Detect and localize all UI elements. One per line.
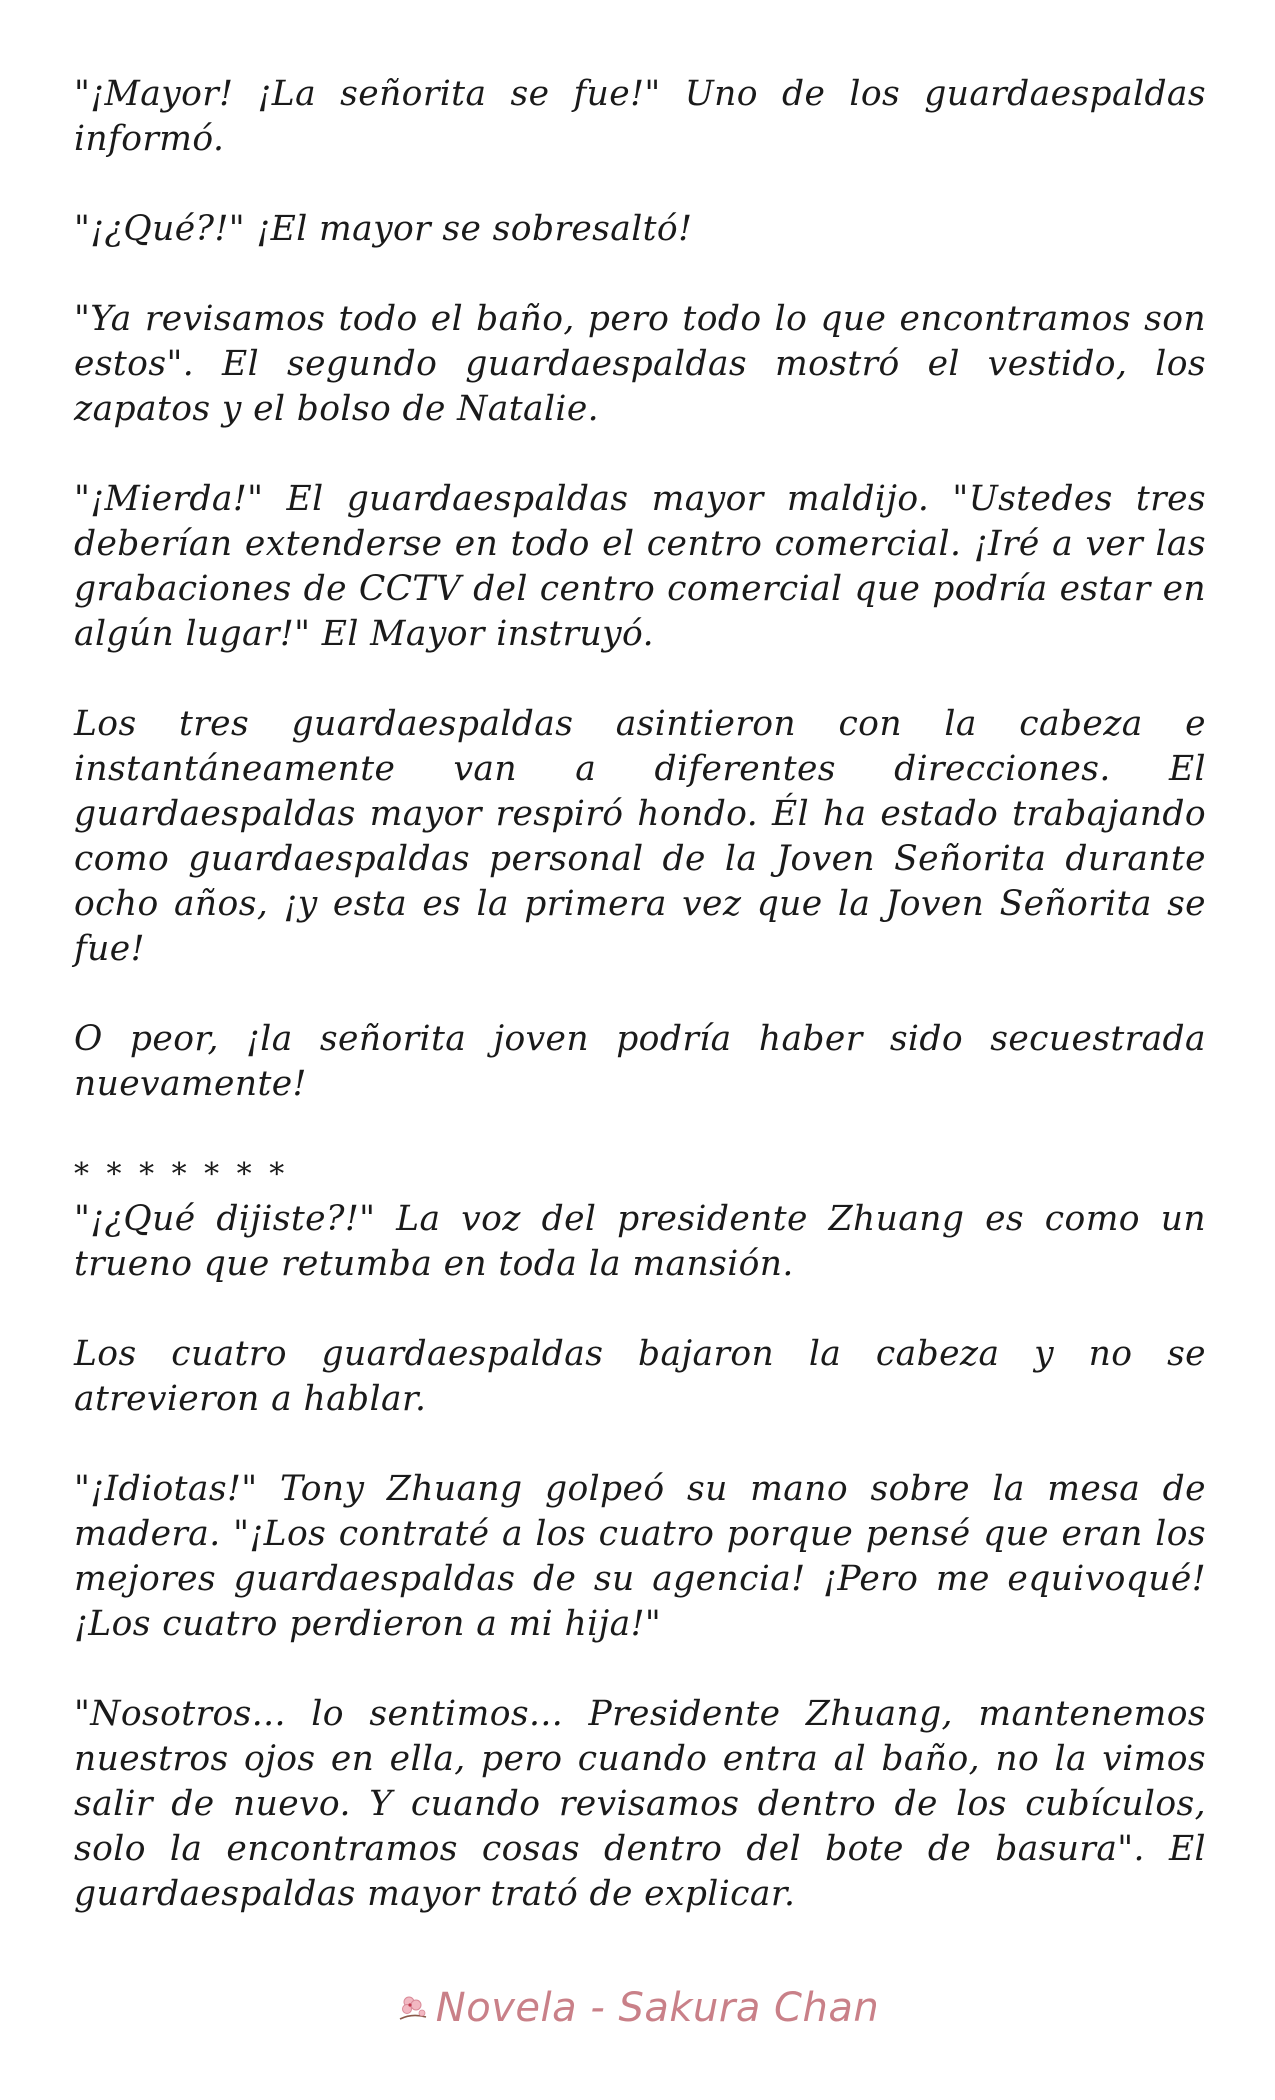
- watermark: [0, 1985, 1275, 2031]
- paragraph: "Nosotros... lo sentimos... Presidente Zhuang, mantenemos nuestros ojos en ella, pero cuando entra al baño, no la vimos salir de nuevo. Y cuando revisamos dentro de los cubículos, solo la encontramos cosas dentro del bote de basura". El guardaespaldas mayor trató de explicar.: [74, 1694, 1206, 1914]
- paragraph: Los tres guardaespaldas asintieron con la cabeza e instantáneamente van a diferentes direcciones. El guardaespaldas mayor respiró hondo. Él ha estado trabajando como guardaespaldas personal de la Joven Señorita durante ocho años, ¡y esta es la primera vez que la Joven Señorita se fue!: [74, 704, 1206, 969]
- section-separator: * * * * * * *: [74, 1157, 289, 1192]
- watermark-text: Novela - Sakura Chan: [435, 1985, 880, 2031]
- sakura-flower-icon: [396, 1987, 430, 2017]
- paragraph: "¡Idiotas!" Tony Zhuang golpeó su mano sobre la mesa de madera. "¡Los contraté a los cuatro porque pensé que eran los mejores guardaespaldas de su agencia! ¡Pero me equivoqué! ¡Los cuatro perdieron a mi hija!": [74, 1469, 1206, 1644]
- paragraph: Los cuatro guardaespaldas bajaron la cabeza y no se atrevieron a hablar.: [74, 1334, 1206, 1419]
- paragraph: "¡¿Qué dijiste?!" La voz del presidente Zhuang es como un trueno que retumba en toda la mansión.: [74, 1199, 1206, 1284]
- document-body: [74, 72, 1206, 1917]
- paragraph: O peor, ¡la señorita joven podría haber sido secuestrada nuevamente!: [74, 1019, 1206, 1104]
- paragraph: "¡Mierda!" El guardaespaldas mayor maldijo. "Ustedes tres deberían extenderse en todo el centro comercial. ¡Iré a ver las grabaciones de CCTV del centro comercial que podría estar en algún lugar!" El Mayor instruyó.: [74, 479, 1206, 654]
- paragraph: "¡¿Qué?!" ¡El mayor se sobresaltó!: [74, 209, 693, 249]
- paragraph: "Ya revisamos todo el baño, pero todo lo que encontramos son estos". El segundo guardaespaldas mostró el vestido, los zapatos y el bolso de Natalie.: [74, 299, 1206, 429]
- paragraph: "¡Mayor! ¡La señorita se fue!" Uno de los guardaespaldas informó.: [74, 74, 1206, 159]
